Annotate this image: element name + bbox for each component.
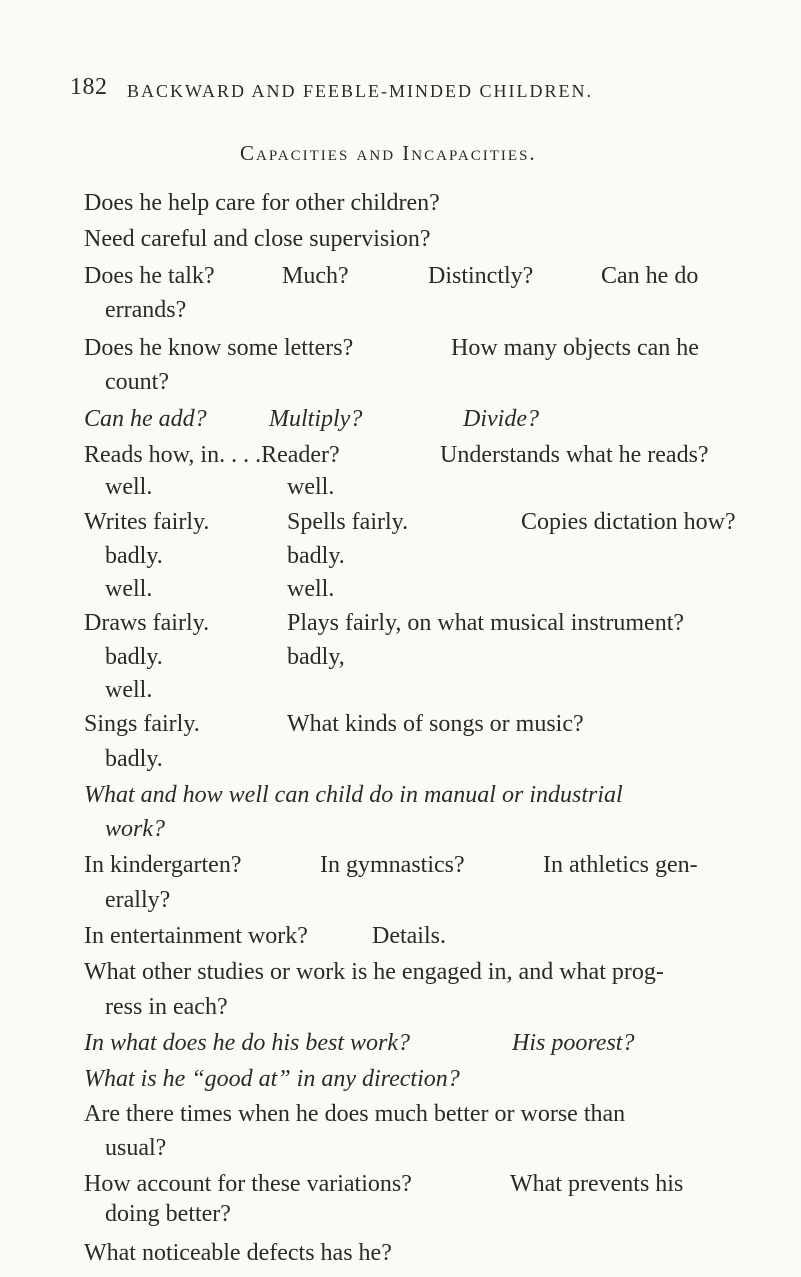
question-line: What kinds of songs or music? (287, 711, 584, 738)
question-line: Does he talk? (84, 262, 215, 289)
question-line: In athletics gen- (543, 852, 698, 879)
running-title: BACKWARD AND FEEBLE-MINDED CHILDREN. (127, 81, 593, 101)
question-line: badly. (287, 543, 345, 570)
question-line: Draws fairly. (84, 610, 210, 636)
question-line: What noticeable defects has he? (84, 1240, 392, 1266)
question-line: Spells fairly. (287, 508, 409, 535)
question-line: What prevents his (510, 1171, 684, 1198)
question-line: well. (287, 474, 335, 501)
question-line: In entertainment work? (84, 923, 308, 950)
question-line: What and how well can child do in manual or industrial (84, 781, 623, 808)
question-line: errands? (105, 296, 187, 323)
question-line: well. (105, 575, 153, 602)
question-line: Does he know some letters? (84, 335, 354, 362)
question-line: Need careful and close supervision? (84, 226, 431, 253)
page-number: 182 (70, 74, 108, 100)
question-line: Copies dictation how? (521, 508, 736, 535)
question-line: work? (105, 816, 165, 843)
question-line: Multiply? (269, 405, 363, 432)
question-line: Does he help care for other children? (84, 190, 440, 216)
question-line: badly. (105, 644, 163, 671)
question-line: How many objects can he (451, 335, 699, 362)
question-line: Understands what he reads? (440, 442, 709, 468)
question-line: well. (105, 676, 153, 703)
question-line: How account for these variations? (84, 1171, 412, 1198)
question-line: Divide? (463, 405, 539, 432)
question-line: badly. (105, 543, 163, 570)
question-line: Are there times when he does much better or worse than (84, 1100, 626, 1127)
question-line: Plays fairly, on what musical instrument? (287, 610, 685, 636)
question-line: In gymnastics? (320, 852, 465, 879)
question-line: badly, (287, 644, 345, 671)
question-line: In kindergarten? (84, 852, 242, 879)
section-title: Capacities and Incapacities. (240, 141, 537, 165)
question-line: Can he add? (84, 405, 207, 432)
question-line: Sings fairly. (84, 711, 200, 738)
question-line: ress in each? (105, 993, 228, 1020)
question-line: Distinctly? (428, 262, 534, 289)
question-line: What is he “good at” in any direction? (84, 1066, 460, 1093)
question-line: What other studies or work is he engaged in, and what prog- (84, 959, 664, 986)
question-line: well. (287, 575, 335, 602)
question-line: Can he do (601, 262, 699, 289)
question-line: count? (105, 369, 169, 396)
question-line: His poorest? (512, 1030, 635, 1056)
question-line: erally? (105, 886, 171, 913)
question-line: doing better? (105, 1200, 231, 1227)
question-line: badly. (105, 745, 163, 772)
question-line: Writes fairly. (84, 508, 210, 535)
question-line: In what does he do his best work? (84, 1030, 410, 1056)
question-line: Much? (282, 262, 349, 289)
question-line: well. (105, 474, 153, 501)
question-line: Reads how, in. . . .Reader? (84, 442, 340, 468)
question-line: Details. (372, 923, 446, 950)
question-line: usual? (105, 1135, 167, 1161)
